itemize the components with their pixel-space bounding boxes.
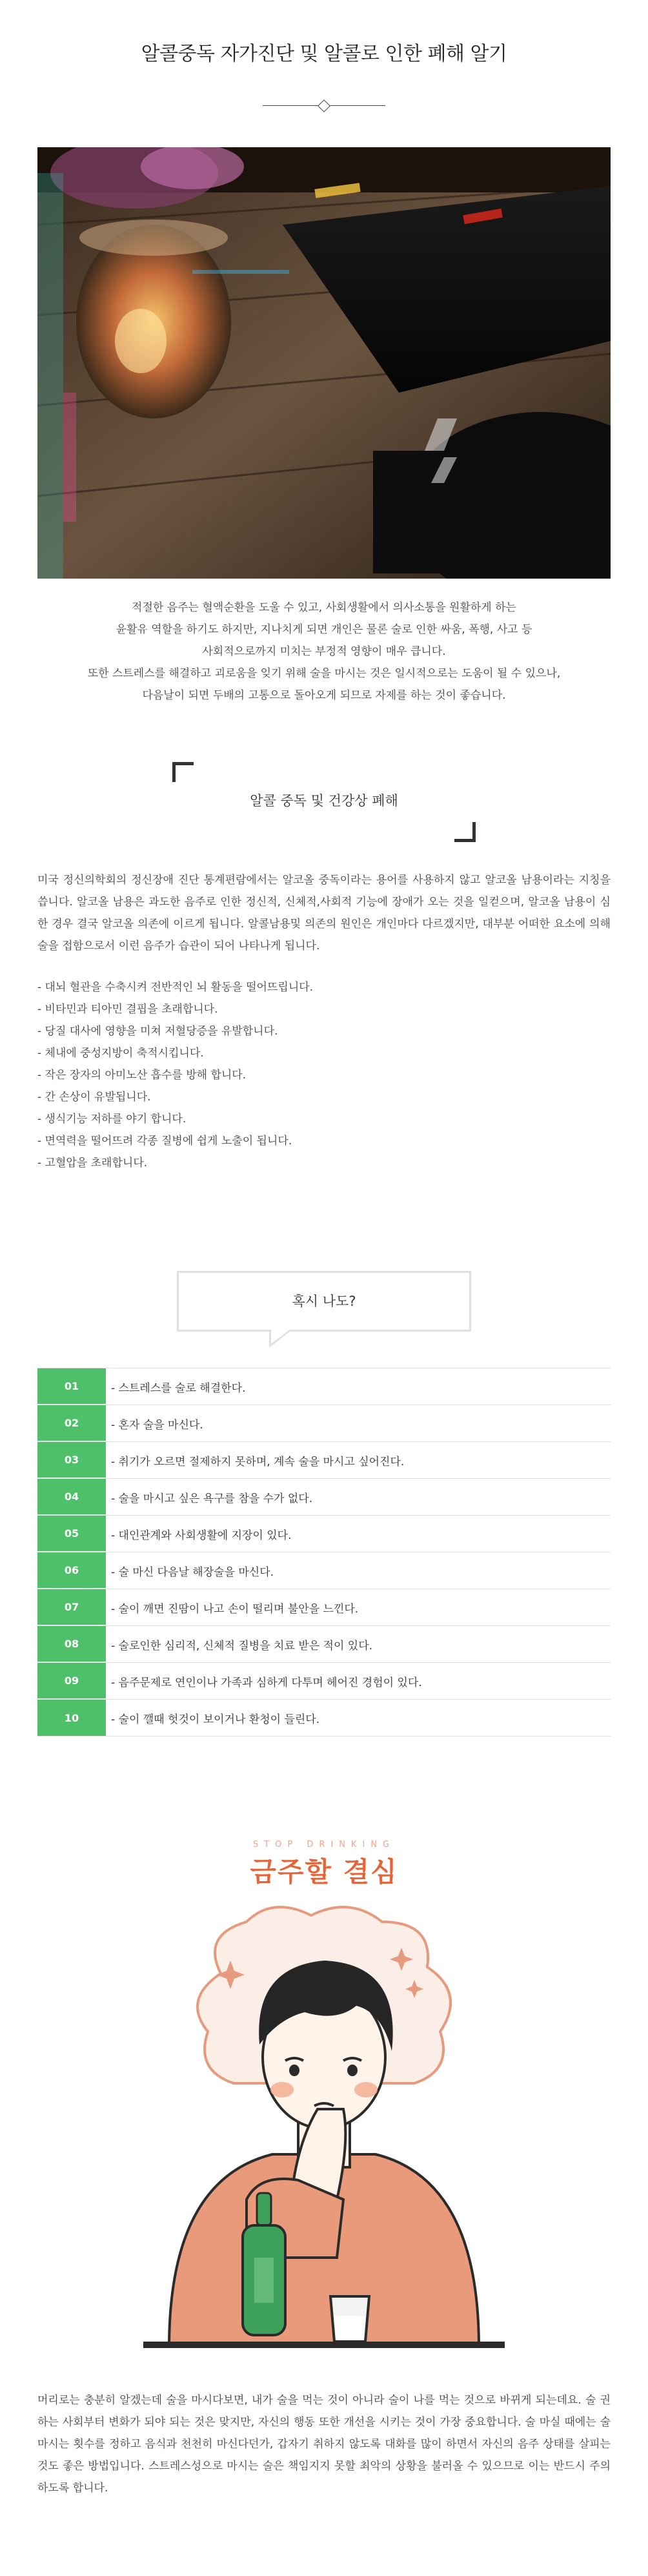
check-row [37,1405,611,1442]
check-row [37,1700,611,1736]
check-text: - 혼자 술을 마신다. [111,1418,203,1432]
shot-glass-icon [330,2296,369,2342]
check-row [37,1552,611,1589]
stop-drinking-eyebrow: STOP DRINKING [252,1840,396,1850]
check-text: - 스트레스를 술로 해결한다. [111,1381,246,1395]
check-number: 01 [37,1368,106,1405]
intro-line: 다음날이 되면 두배의 고통으로 돌아오게 되므로 자제를 하는 것이 좋습니다. [142,689,506,702]
intro-line: 또한 스트레스를 해결하고 괴로움을 잊기 위해 술을 마시는 것은 일시적으로는 도움이 될 수 있으나, [87,667,561,680]
check-number: 07 [37,1589,106,1625]
check-text: - 술로인한 심리적, 신체적 질병을 치료 받은 적이 있다. [111,1639,373,1653]
check-text: - 대인관계와 사회생활에 지장이 있다. [111,1529,292,1542]
list-item: - 작은 장자의 아미노산 흡수를 방해 합니다. [37,1069,247,1082]
check-row [37,1479,611,1516]
check-text: - 취기가 오르면 절제하지 못하며, 계속 술을 마시고 싶어진다. [111,1455,405,1468]
check-number: 09 [37,1663,106,1699]
section-title: 알콜 중독 및 건강상 폐해 [250,793,398,809]
speech-bubble [177,1271,471,1332]
check-number: 05 [37,1516,106,1552]
list-item: - 당질 대사에 영향을 미쳐 저혈당증을 유발합니다. [37,1025,278,1038]
check-row [37,1368,611,1405]
check-row [37,1589,611,1626]
section-paragraph: 미국 정신의학회의 정신장애 진단 통계편람에서는 알코올 중독이라는 용어를 사용하지 않고 알코올 남용이라는 지칭을 씁니다. 알코올 남용은 과도한 음주로 인한 정신적, 신체적,사회적 기능에 장애가 오는 것을 일컫으며, 알코올 남용이 심한 경우 결국 알코올 의존에 이르게 됩니다. 알콜남용및 의존의 원인은 개인마다 다르겠지만, 대부분 어떠한 요소에 의해 술을 접함으로서 이런 음주가 습관이 되어 나타나게 됩니다. [37,874,611,953]
diamond-icon [318,99,330,112]
check-number: 06 [37,1552,106,1589]
alcohol-photo [37,147,611,579]
check-number: 04 [37,1479,106,1515]
self-check-list [37,1368,611,1736]
title-divider [263,99,385,112]
check-number: 03 [37,1442,106,1478]
intro-line: 윤활유 역할을 하기도 하지만, 지나치게 되면 개인은 물론 술로 인한 싸움, 폭행, 사고 등 [116,623,532,636]
check-row [37,1663,611,1700]
alcohol-glass-image [37,147,611,579]
check-text: - 술이 깨면 진땀이 나고 손이 떨리며 불안을 느낀다. [111,1602,359,1616]
intro-line: 사회적으로까지 미치는 부정적 영향이 매우 큽니다. [202,645,446,658]
check-row [37,1626,611,1663]
list-item: - 간 손상이 유발됩니다. [37,1091,151,1104]
list-item: - 면역력을 떨어뜨려 각종 질병에 쉽게 노출이 됩니다. [37,1135,292,1148]
corner-bracket-bottom-right [454,822,476,842]
check-row [37,1516,611,1552]
intro-line: 적절한 음주는 혈액순환을 도울 수 있고, 사회생활에서 의사소통을 원활하게 하는 [132,601,516,614]
bubble-title: 혹시 나도? [292,1293,356,1309]
check-text: - 술이 깰때 헛것이 보이거나 환청이 들린다. [111,1713,320,1726]
intro-text [34,597,614,706]
closing-paragraph: 머리로는 충분히 알겠는데 술을 마시다보면, 내가 술을 먹는 것이 아니라 술이 나를 먹는 것으로 바뀌게 되는데요. 술 권하는 사회부터 변화가 되야 되는 것은 맞지만, 자신의 행동 또한 개선을 시키는 것이 가장 중요합니다. 술 마실 때에는 술마시는 횟수를 정하고 음식과 천천히 마신다던가, 갑자기 취하지 않도록 대화를 많이 하면서 자신의 음주 상태를 살피는 것도 좋은 방법입니다. 스트레스성으로 마시는 술은 책임지지 못할 최악의 상황을 불러올 수 있으므로 이는 반드시 주의하도록 합니다. [37,2394,611,2495]
check-number: 10 [37,1700,106,1736]
list-item: - 대뇌 혈관을 수축시켜 전반적인 뇌 활동을 떨어뜨립니다. [37,981,314,994]
list-item: - 비타민과 티아민 결핍을 초래합니다. [37,1003,218,1016]
check-text: - 술을 마시고 싶은 욕구를 참을 수가 없다. [111,1492,313,1505]
page-title: 알콜중독 자가진단 및 알콜로 인한 폐해 알기 [141,43,507,65]
section-heading-box [172,762,476,842]
stop-drinking-title: 금주할 결심 [250,1856,398,1888]
corner-bracket-top-left [172,762,194,782]
check-number: 02 [37,1405,106,1441]
drinking-man-illustration [143,1896,505,2348]
list-item: - 생식기능 저하를 야기 합니다. [37,1113,187,1126]
harms-list [37,976,611,1174]
check-text: - 음주문제로 연인이나 가족과 심하게 다투며 헤어진 경험이 있다. [111,1676,422,1689]
check-row [37,1442,611,1479]
list-item: - 고혈압을 초래합니다. [37,1157,148,1170]
check-text: - 술 마신 다음날 해장술을 마신다. [111,1565,274,1579]
check-number: 08 [37,1626,106,1662]
list-item: - 체내에 중성지방이 축적시킵니다. [37,1047,204,1060]
